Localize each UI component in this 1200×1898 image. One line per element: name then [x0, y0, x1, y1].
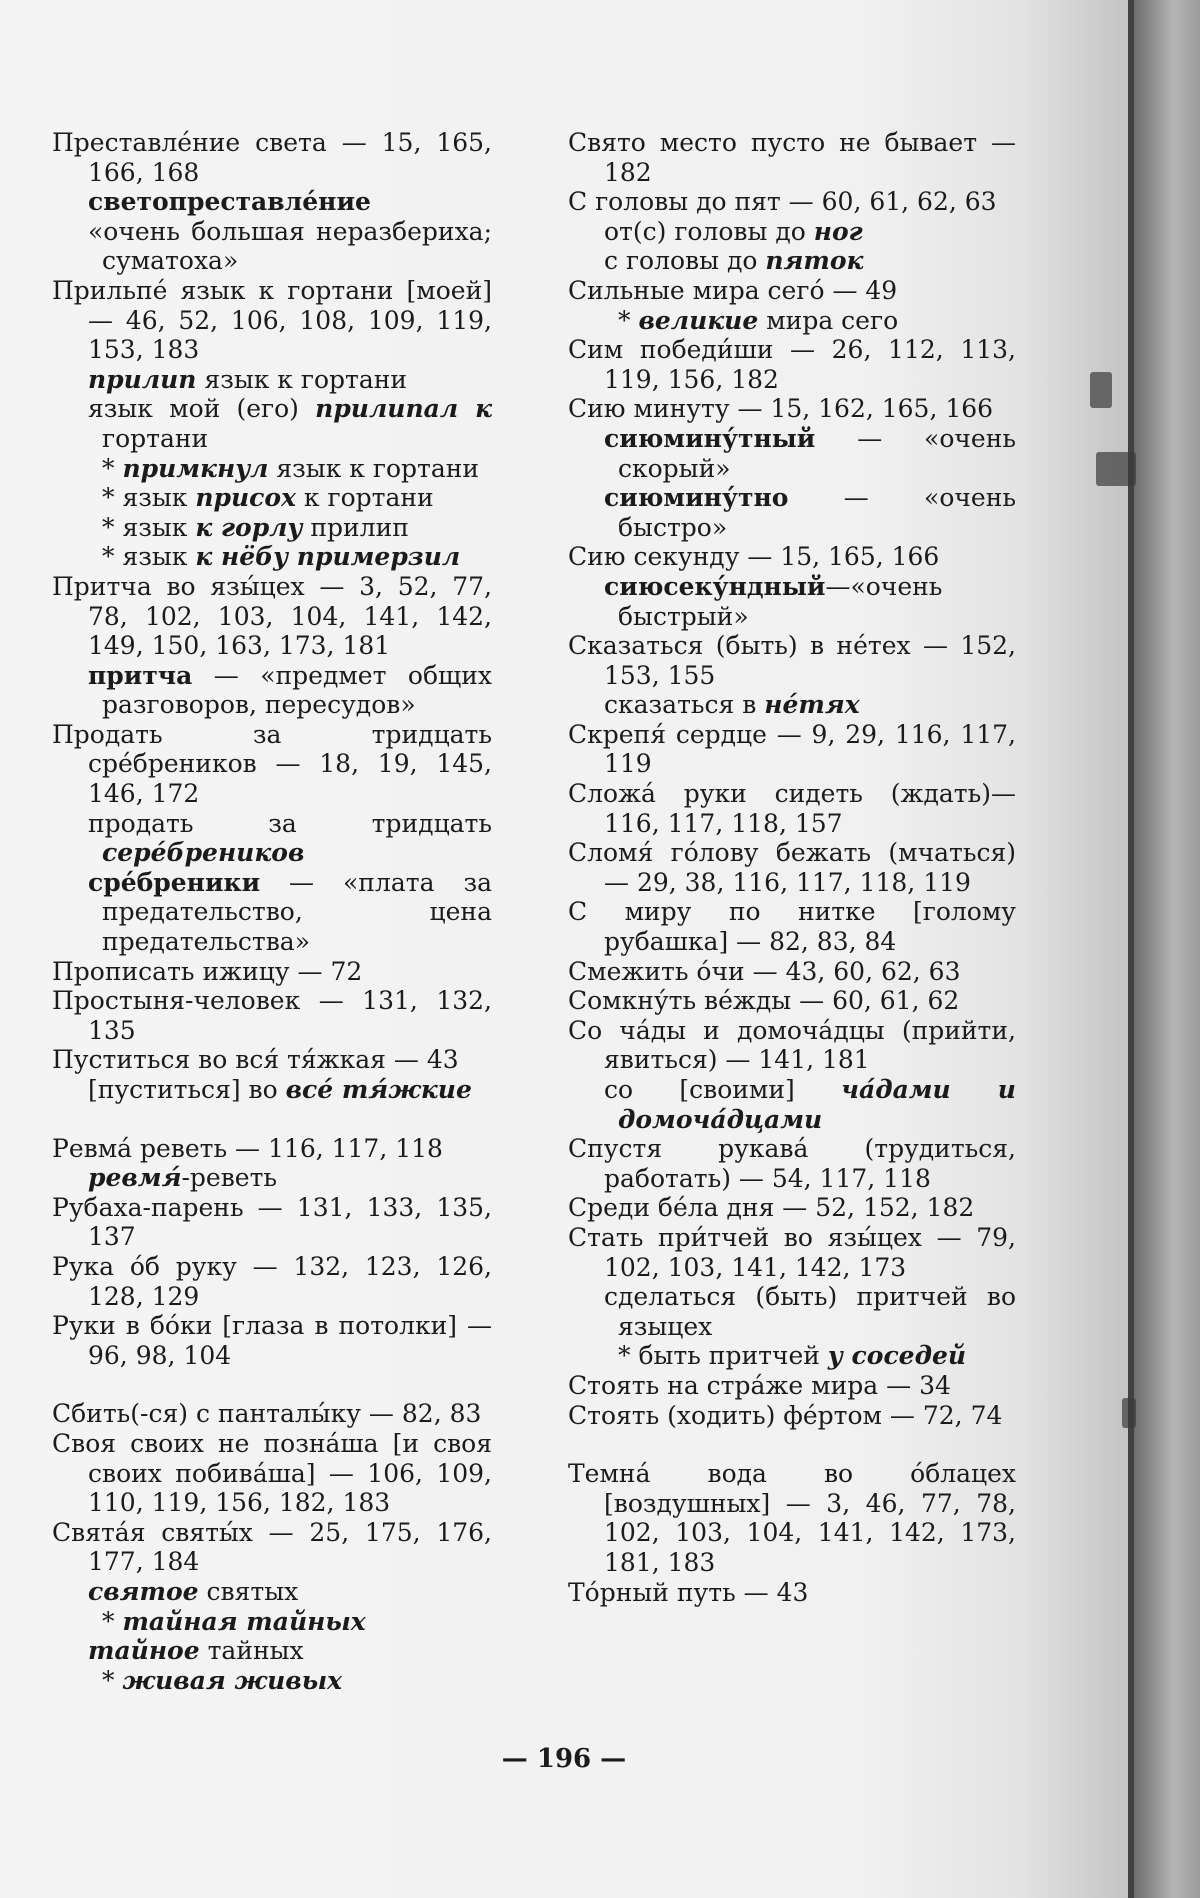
index-entry	[52, 128, 492, 187]
sub-entry	[568, 217, 1016, 247]
entry-page-refs: — 3, 46, 77, 78, 102, 103, 104, 141, 142, 173, 181, 183	[604, 1488, 1016, 1577]
variant-word: примкнул	[122, 453, 269, 483]
variant-line: * язык к горлу прилип	[102, 512, 409, 542]
entry-page-refs: — 96, 98, 104	[88, 1311, 492, 1370]
sub-text: к гортани	[295, 483, 434, 513]
entry-headword: Сомкну́ть вéжды	[568, 986, 792, 1016]
entry-headword: Среди бéла дня	[568, 1193, 775, 1223]
sub-text: — «предмет общих разговоров, пересудов»	[102, 660, 492, 720]
index-entry	[568, 1401, 1016, 1431]
entry-page-refs: — 131, 133, 135, 137	[88, 1192, 492, 1252]
entry-page-refs: — 34	[878, 1370, 951, 1400]
entry-headword: Со ча́ды и домоча́дцы (прийти, явиться)	[568, 1015, 1016, 1075]
entry-headword: Ревма́ реветь	[52, 1133, 228, 1163]
entry-page-refs: — 82, 83	[360, 1399, 482, 1429]
entry-headword: Сию секунду	[568, 542, 740, 572]
entry-page-refs: — 152, 153, 155	[604, 631, 1016, 690]
index-entry	[52, 1311, 492, 1370]
section-gap	[52, 1370, 492, 1399]
index-entry	[568, 720, 1016, 779]
entry-page-refs: — 43	[735, 1577, 809, 1607]
entry-headword: Скрепя́ сердце	[568, 719, 767, 749]
index-entry	[52, 1518, 492, 1577]
entry-page-refs: — 182	[604, 128, 1016, 187]
sub-text: [пуститься] во	[88, 1075, 286, 1104]
entry-page-refs: — 15, 162, 165, 166	[729, 394, 994, 424]
derived-word: сре́бреники	[88, 867, 261, 897]
entry-headword: Своя своих не позна́ша [и своя своих побива́ша]	[52, 1428, 492, 1488]
variant-word: присох	[195, 483, 296, 513]
entry-headword: Сию минуту	[568, 394, 730, 424]
entry-page-refs: — 60, 61, 62	[791, 986, 960, 1016]
index-entry	[568, 1371, 1016, 1401]
entry-page-refs: — 49	[824, 275, 898, 305]
entry-page-refs: — 106, 109, 110, 119, 156, 182, 183	[88, 1458, 492, 1518]
variant-word: нéтях	[764, 690, 860, 720]
sub-text: сделаться (быть) притчей во языцех	[604, 1282, 1016, 1341]
sub-entry	[568, 1282, 1016, 1341]
sub-text: —«очень быстрый»	[618, 571, 943, 631]
entry-page-refs: — 72	[289, 956, 363, 986]
entry-page-refs: — 26, 112, 113, 119, 156, 182	[604, 335, 1016, 394]
page-number: — 196 —	[501, 1744, 627, 1774]
entry-page-refs: — 52, 152, 182	[774, 1193, 975, 1223]
sub-text: -реветь	[181, 1163, 278, 1193]
entry-page-refs: — 43	[385, 1045, 459, 1075]
entry-page-refs: — 15, 165, 166	[739, 542, 940, 572]
index-entry	[568, 1134, 1016, 1193]
sub-text: язык к гортани	[268, 453, 480, 483]
variant-word: святое	[88, 1576, 199, 1606]
variant-word: у соседей	[827, 1341, 967, 1371]
index-entry	[52, 957, 492, 987]
sub-text: язык мой (его)	[88, 394, 316, 424]
entry-headword: Сказаться (быть) в нéтех	[568, 631, 911, 661]
sub-entry	[568, 690, 1016, 720]
index-entry	[568, 542, 1016, 572]
entry-headword: Продать за тридцать сре́бреников	[52, 719, 492, 779]
sub-entry	[52, 809, 492, 868]
entry-page-refs: — 131, 132, 135	[88, 986, 492, 1045]
entry-headword: Рубаха-парень	[52, 1192, 244, 1222]
variant-line: * примкнул язык к гортани	[102, 453, 480, 483]
variant-word: пяток	[765, 246, 864, 276]
index-entry	[568, 335, 1016, 394]
variant-word: всé тя́жкие	[285, 1075, 472, 1104]
entry-headword: Стоять (ходить) фéртом	[568, 1400, 882, 1430]
entry-headword: Прильпé язык к гортани [моей]	[52, 275, 492, 305]
entry-page-refs: — 46, 52, 106, 108, 109, 119, 153, 183	[88, 305, 492, 365]
entry-page-refs: — 43, 60, 62, 63	[744, 956, 961, 986]
entry-headword: С миру по нитке [голому рубашка]	[568, 897, 1016, 957]
derived-word: сиюсеку́ндный	[604, 571, 826, 601]
entry-page-refs: — 25, 175, 176, 177, 184	[88, 1517, 492, 1577]
index-entry	[52, 1399, 492, 1429]
sub-entry	[568, 246, 1016, 276]
variant-word: прилипал к	[315, 394, 492, 424]
index-entry	[52, 1429, 492, 1518]
sub-text: святых	[198, 1576, 299, 1606]
variant-word: ревмя́	[88, 1163, 182, 1193]
index-entry	[568, 897, 1016, 956]
index-entry	[52, 986, 492, 1045]
sub-text: продать за тридцать	[88, 808, 492, 838]
entry-headword: Сбить(-ся) с панталы́ку	[52, 1399, 361, 1429]
variant-prefix: язык	[122, 483, 196, 513]
index-entry	[568, 986, 1016, 1016]
derived-word: светопреставлéние	[88, 187, 371, 217]
sub-entry	[52, 365, 492, 395]
entry-page-refs: — 116, 117, 118	[227, 1133, 443, 1163]
variant-line: * тайная тайных	[102, 1606, 366, 1636]
variant-word: живая живых	[122, 1665, 343, 1695]
variant-line: * язык присох к гортани	[102, 483, 434, 513]
entry-headword: Преставлéние света	[52, 128, 327, 157]
sub-text: — «очень скорый»	[618, 423, 1016, 483]
sub-entry	[52, 394, 492, 453]
entry-headword: Прописать ижицу	[52, 956, 290, 986]
variant-line: * быть притчей у соседей	[618, 1341, 967, 1371]
derived-word: сиюмину́тный	[604, 423, 816, 453]
entry-page-refs: — 3, 52, 77, 78, 102, 103, 104, 141, 142, 149, 150, 163, 173, 181	[88, 571, 493, 661]
sub-text: с головы до	[604, 246, 766, 276]
entry-page-refs: — 141, 181	[717, 1045, 870, 1075]
sub-text: мира сего	[758, 305, 899, 335]
book-spine	[1128, 0, 1134, 1898]
index-entry	[52, 720, 492, 809]
entry-headword: Тóрный путь	[568, 1577, 736, 1607]
variant-word: великие	[638, 305, 759, 335]
entry-headword: Пуститься во вся́ тя́жкая	[52, 1045, 386, 1075]
entry-headword: Свята́я святы́х	[52, 1517, 253, 1547]
sub-text: сказаться в	[604, 690, 765, 720]
entry-headword: Спустя рукава́ (трудиться, работать)	[568, 1134, 1016, 1193]
sub-entry	[568, 572, 1016, 631]
sub-entry	[52, 217, 492, 276]
sub-entry	[568, 483, 1016, 542]
variant-prefix: язык	[122, 512, 196, 542]
index-entry	[568, 1016, 1016, 1075]
entry-headword: Сильные мира сегó	[568, 275, 825, 305]
sub-text: «очень большая неразбериха; суматоха»	[88, 216, 492, 276]
entry-page-refs: — 29, 38, 116, 117, 118, 119	[604, 867, 971, 897]
variant-word: тайное	[88, 1636, 200, 1666]
variant-line: * язык к нёбу примерзил	[102, 542, 461, 572]
index-entry	[568, 128, 1016, 187]
index-entry	[52, 1045, 492, 1075]
entry-headword: Руки в бóки [глаза в потолки]	[52, 1311, 457, 1341]
sub-text: — «плата за предательство, цена предательства»	[102, 867, 492, 957]
variant-prefix: язык	[122, 542, 196, 572]
sub-text: гортани	[102, 423, 209, 453]
entry-page-refs: — 79, 102, 103, 141, 142, 173	[604, 1222, 1016, 1282]
index-entry	[568, 838, 1016, 897]
page-damage-mark	[1096, 452, 1136, 486]
entry-headword: Притча во язы́цех	[52, 571, 305, 601]
variant-line: * живая живых	[102, 1665, 343, 1695]
right-column	[568, 128, 1016, 1607]
sub-entry	[52, 1577, 492, 1607]
derived-word: притча	[88, 660, 193, 690]
left-column	[52, 128, 492, 1695]
entry-page-refs: — 82, 83, 84	[728, 927, 897, 957]
index-entry	[52, 1134, 492, 1164]
entry-page-refs: — 15, 165, 166, 168	[88, 128, 493, 187]
sub-entry	[52, 1163, 492, 1193]
sub-text: язык к гортани	[196, 364, 408, 394]
page-edge-shadow	[1134, 0, 1200, 1898]
entry-headword: С головы до пят	[568, 187, 781, 217]
index-entry	[52, 276, 492, 365]
entry-page-refs: — 18, 19, 145, 146, 172	[88, 749, 492, 809]
variant-word: ног	[813, 216, 863, 246]
variant-word: ча́дами и домоча́дцами	[618, 1075, 1016, 1134]
entry-page-refs: — 116, 117, 118, 157	[604, 779, 1016, 838]
entry-headword: Стать при́тчей во язы́цех	[568, 1222, 922, 1252]
entry-page-refs: — 72, 74	[881, 1400, 1003, 1430]
section-gap	[568, 1430, 1016, 1459]
sub-entry	[52, 868, 492, 957]
index-entry	[568, 631, 1016, 690]
sub-entry	[568, 424, 1016, 483]
sub-text: — «очень быстро»	[618, 483, 1016, 542]
variant-word: к нёбу примерзил	[195, 542, 461, 572]
variant-line: * великие мира сего	[618, 305, 899, 335]
index-entry	[568, 1459, 1016, 1577]
entry-headword: Свято место пусто не бывает	[568, 128, 978, 157]
index-entry	[568, 187, 1016, 217]
sub-entry	[52, 1075, 492, 1105]
index-entry	[568, 1223, 1016, 1282]
entry-headword: Темна́ вода во óблацех [воздушных]	[568, 1459, 1016, 1518]
entry-headword: Смежить óчи	[568, 956, 745, 986]
page-damage-mark	[1122, 1398, 1136, 1428]
index-entry	[52, 572, 492, 661]
index-entry	[568, 957, 1016, 987]
sub-entry	[52, 187, 492, 217]
index-entry	[568, 394, 1016, 424]
entry-page-refs: — 60, 61, 62, 63	[780, 187, 997, 217]
variant-prefix: быть притчей	[638, 1341, 828, 1371]
entry-page-refs: — 9, 29, 116, 117, 119	[604, 719, 1016, 779]
entry-headword: Сломя́ гóлову бежать (мчаться)	[568, 838, 1016, 868]
entry-headword: Стоять на стра́же мира	[568, 1370, 879, 1400]
index-entry	[568, 1193, 1016, 1223]
derived-word: сиюмину́тно	[604, 483, 789, 513]
page-damage-mark	[1090, 372, 1112, 408]
sub-text: прилип	[302, 512, 409, 542]
variant-word: серéбреников	[102, 838, 305, 868]
entry-headword: Сложа́ руки сидеть (ждать)	[568, 779, 991, 809]
index-entry	[52, 1193, 492, 1252]
sub-text: тайных	[199, 1636, 304, 1666]
entry-page-refs: — 132, 123, 126, 128, 129	[88, 1251, 492, 1311]
variant-word: тайная тайных	[122, 1606, 366, 1636]
entry-page-refs: — 54, 117, 118	[730, 1163, 931, 1193]
sub-text: от(с) головы до	[604, 216, 814, 246]
index-entry	[568, 1578, 1016, 1608]
sub-entry	[52, 661, 492, 720]
variant-word: к горлу	[195, 512, 303, 542]
sub-entry	[52, 1636, 492, 1666]
entry-headword: Рука óб руку	[52, 1251, 237, 1281]
sub-text: со [своими]	[604, 1075, 842, 1104]
variant-word: прилип	[88, 364, 197, 394]
index-entry	[568, 779, 1016, 838]
entry-headword: Сим победи́ши	[568, 335, 774, 365]
index-entry	[568, 276, 1016, 306]
index-entry	[52, 1252, 492, 1311]
entry-headword: Простыня-человек	[52, 986, 301, 1016]
sub-entry	[568, 1075, 1016, 1134]
section-gap	[52, 1105, 492, 1134]
